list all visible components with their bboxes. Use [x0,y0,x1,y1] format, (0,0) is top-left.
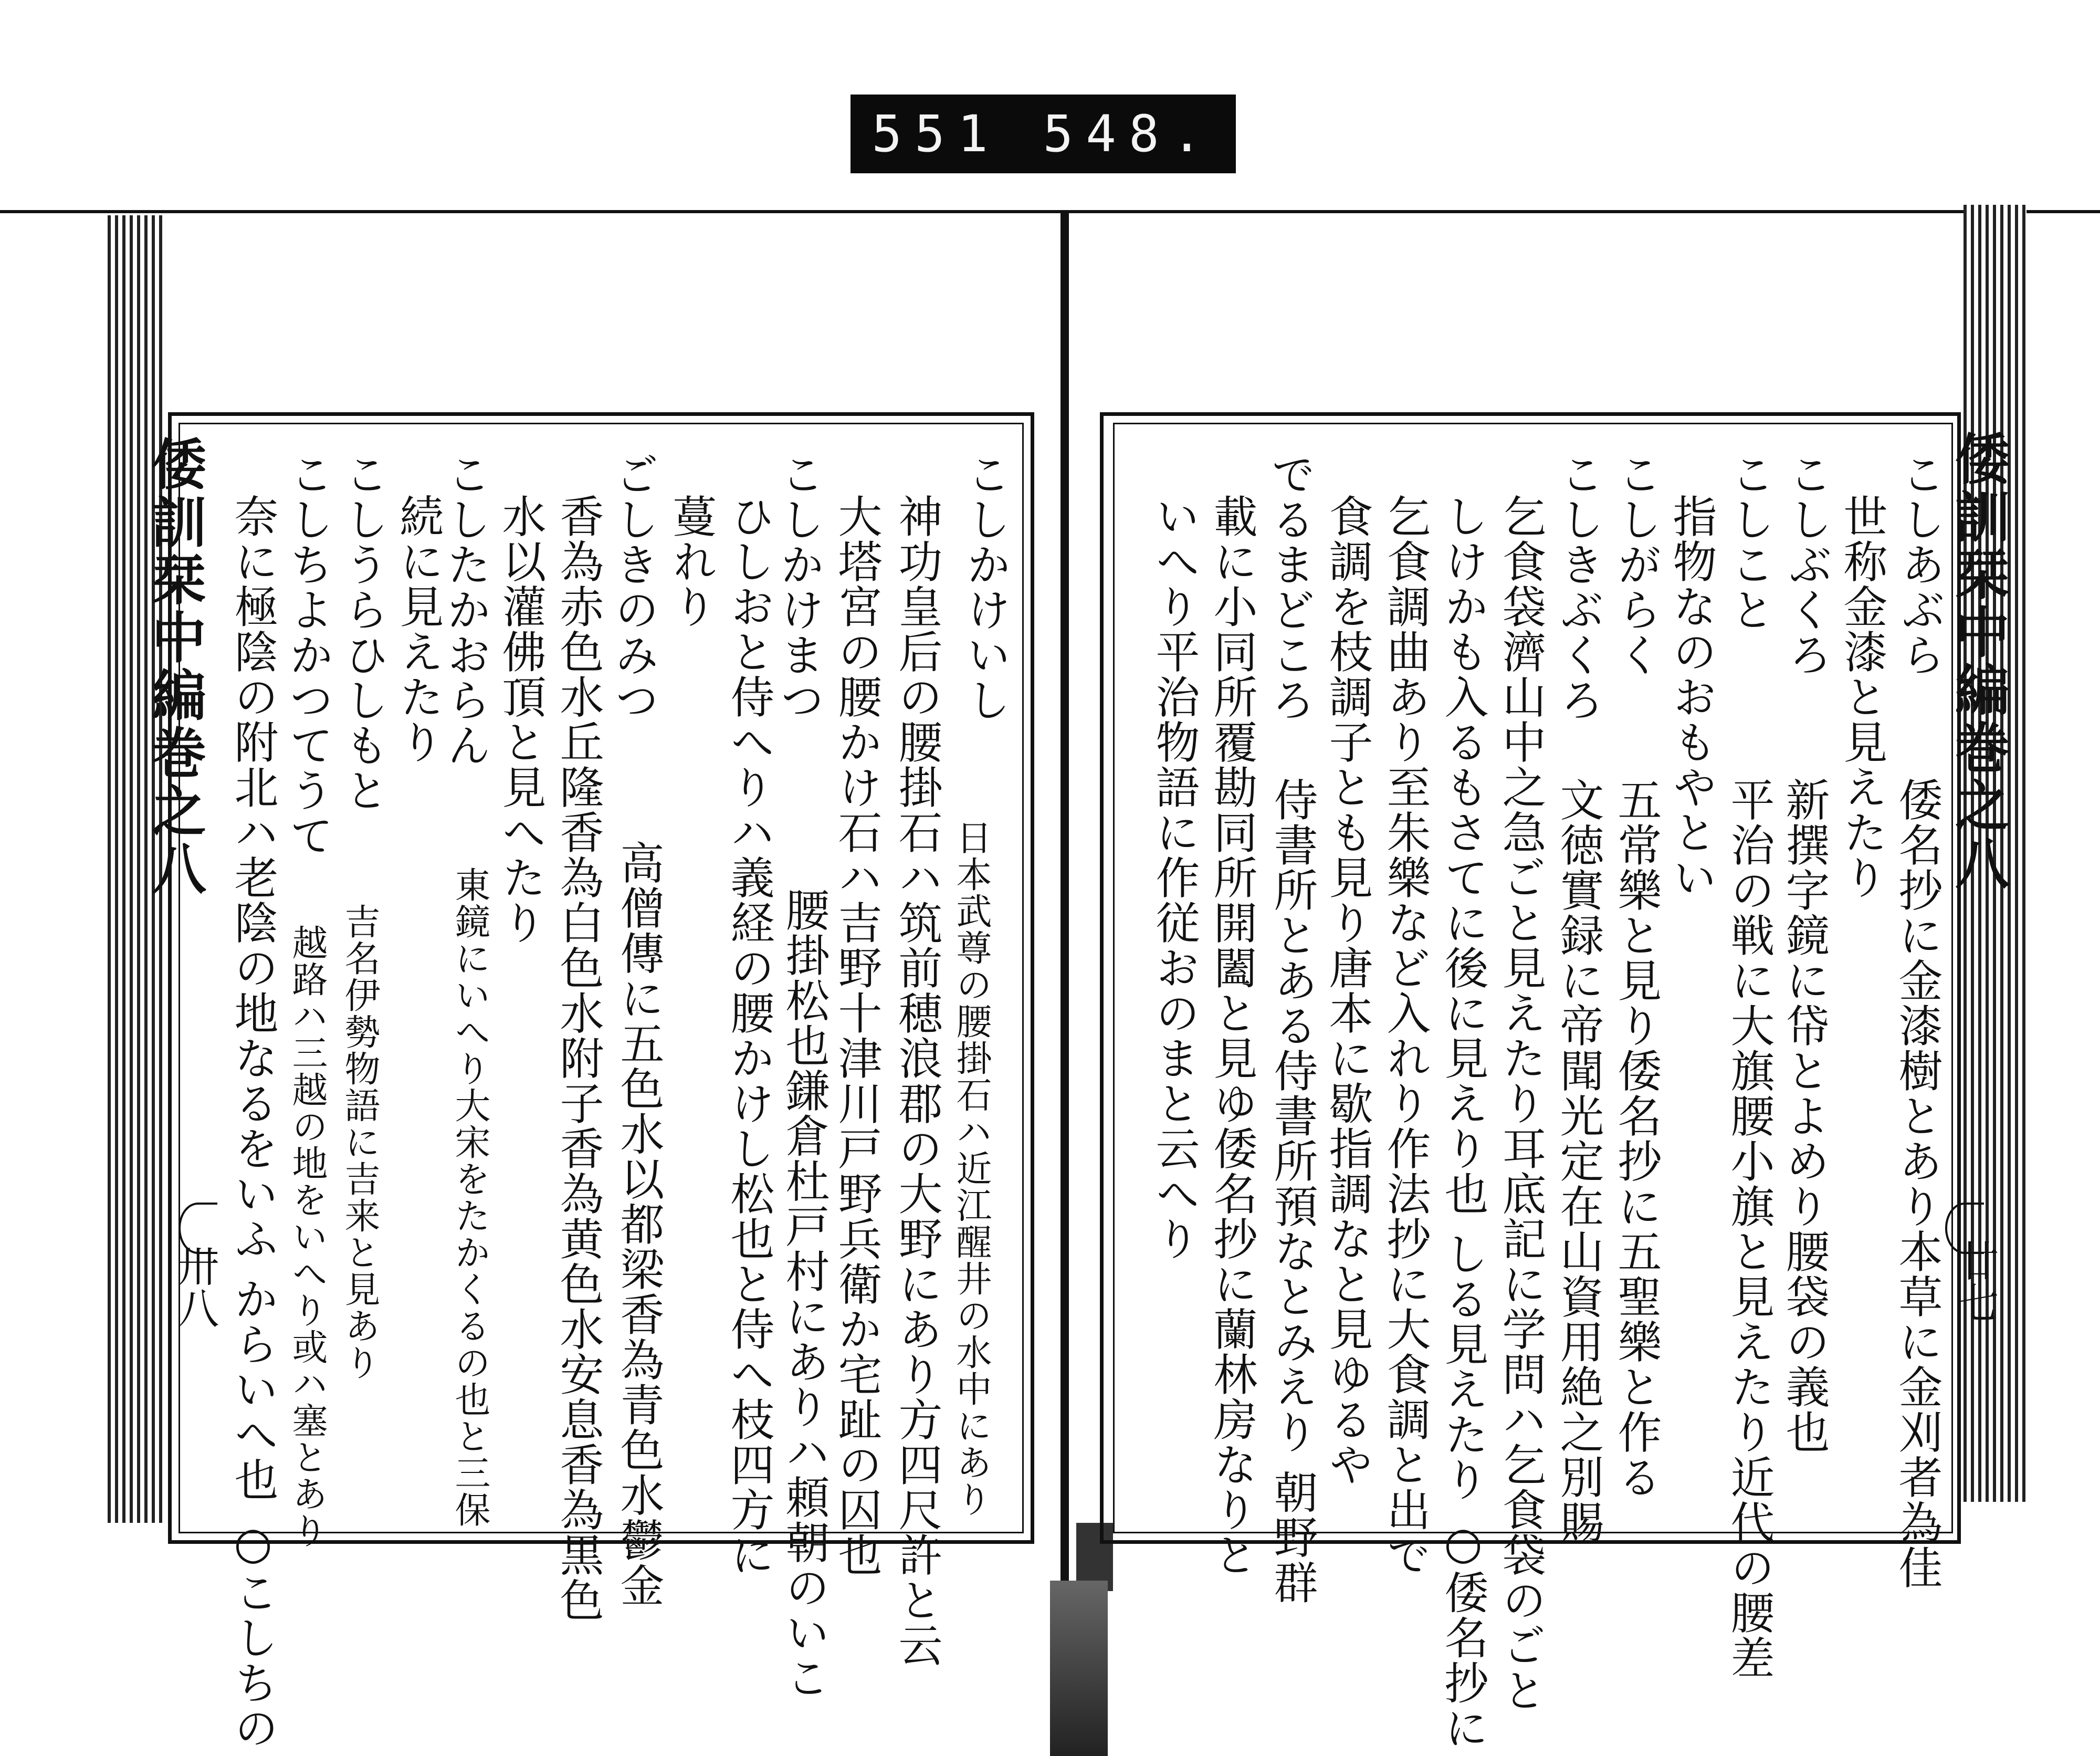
text-column: 奈に極陰の附北ハ老陰の地なるをいふ からいへ也 ○こしちの [227,494,279,1751]
text-column: 越路ハ三越の地をいへり或ハ塞とあり [286,924,328,1549]
text-column: 腰掛松也鎌倉杜戸村にありハ頼朝のいこ [779,887,830,1700]
text-column: 吉名伊勢物語に吉来と見あり [339,903,380,1381]
text-column: 神功皇后の腰掛石ハ筑前穂浪郡の大野にあり方四尺許と云 [891,494,943,1668]
text-column: 文徳實録に帝聞光定在山資用絶之別賜 [1553,777,1604,1545]
plate-left-number: 551 [872,104,1001,163]
text-column: でるまどころ [1264,452,1316,723]
right-fold-number: 廿七 [1950,1239,1999,1323]
text-column: ごしきのみつ [608,452,659,723]
text-column: 続に見えたり [393,494,444,765]
text-column: こしかけいし [960,452,1011,723]
text-column: 乞食調曲あり至朱樂など入れり作法抄に大食調と出で [1380,494,1431,1577]
text-column: 新撰字鏡に帒とよめり腰袋の義也 [1779,777,1830,1455]
top-rule [0,210,2100,213]
text-column: 乞食袋濟山中之急ごと見えたり耳底記に学問ハ乞食袋のごと [1495,494,1547,1713]
text-column: 平治の戦に大旗腰小旗と見えたり近代の腰差 [1724,777,1775,1680]
text-column: 蔓れり [666,494,717,629]
text-column: こしかけまつ [773,452,825,723]
text-column: 指物なのおもやとい [1666,494,1717,900]
text-column: 大塔宮の腰かけ石ハ吉野十津川戸野兵衛か宅趾の囚也 [831,494,883,1577]
text-column: 五常樂と見り倭名抄に五聖樂と作る [1611,777,1662,1500]
text-column: 倭名抄に金漆樹とあり本草に金刈者為佳 [1892,777,1943,1590]
text-column: 東鏡にいへり大宋をたかくるの也と三保 [449,866,490,1528]
text-column: こしたかおらん [440,452,491,768]
text-column: こしきぶくろ [1553,452,1604,723]
text-column: こしこと [1724,452,1775,632]
text-column: こしがらく [1611,452,1662,677]
text-column: 世称金漆と見えたり [1836,494,1888,900]
spine-shadow [1050,1581,1108,1756]
text-column: いへり平治物語に作従おのまと云へり [1149,494,1200,1261]
text-column: 食調を枝調子とも見り唐本に歇指調なと見ゆるや [1322,494,1373,1487]
right-page-title: 倭訓栞中編巻之八 [1946,431,2010,893]
text-column: こしちよかつてうて [282,452,334,858]
text-column: 水以灌佛頂と見へたり [495,494,547,945]
text-column: こしあぶら [1894,452,1946,677]
left-page-title: 倭訓栞中編巻之八 [142,436,207,898]
text-column: ひしおと侍へりハ義経の腰かけし松也と侍へ枝四方に [723,494,775,1577]
catalog-number-plate [850,95,1236,173]
spine-gutter [1060,210,1069,1717]
text-column: こしうらひしもと [338,452,389,813]
text-column: しけかも入るもさてに後に見えり也 しる見えたり ○倭名抄に [1437,494,1489,1751]
text-column: 日本武尊の腰掛石ハ近江醒井の水中にあり [950,819,992,1518]
text-column: こしぶくろ [1781,452,1833,677]
text-column: 香為赤色水丘隆香為白色水附子香為黄色水安息香為黒色 [553,494,604,1623]
text-column: 侍書所とある侍書所預なとみえり 朝野群 [1267,777,1318,1605]
left-fold-number: 卅八 [170,1245,219,1329]
plate-right-number: 548. [1043,104,1215,163]
text-column: 載に小同所覆勘同所開闔と見ゆ倭名抄に蘭林房なりと [1206,494,1258,1577]
text-column: 高僧傳に五色水以都梁香為青色水鬱金 [613,840,665,1608]
